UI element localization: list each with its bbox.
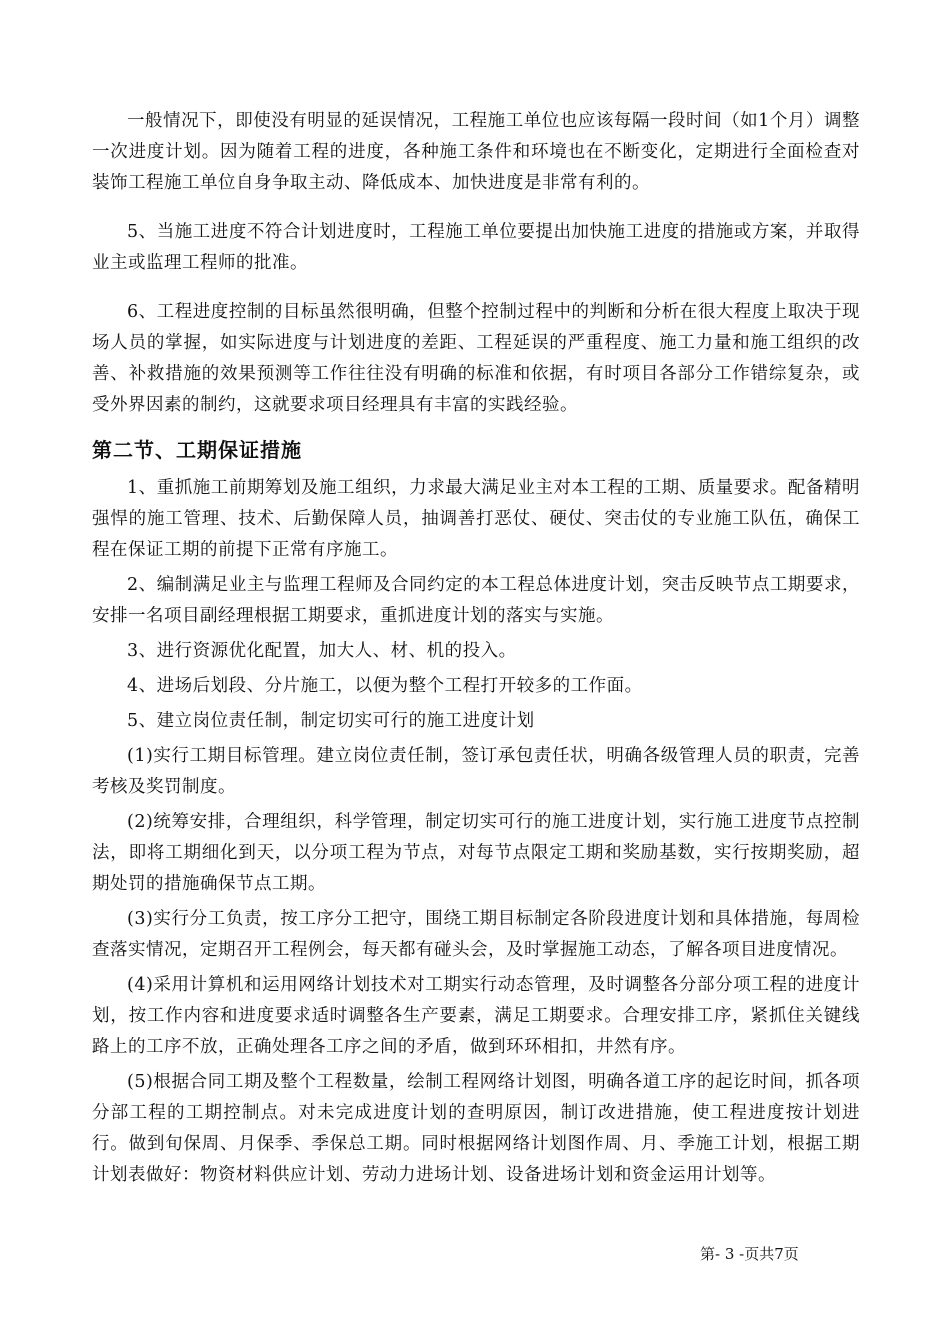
measure-item-4: 4、进场后划段、分片施工，以便为整个工程打开较多的工作面。 [127,676,643,696]
measure-subitem-2: (2)统筹安排，合理组织，科学管理，制定切实可行的施工进度计划，实行施工进度节点控制法，即将工期细化到天，以分项工程为节点，对每节点限定工期和奖励基数，实行按期奖励，超期处罚的措施确保节点工期。 [92,812,860,894]
measure-subitem-1: (1)实行工期目标管理。建立岗位责任制，签订承包责任状，明确各级管理人员的职责，完善考核及奖罚制度。 [92,746,860,797]
section-heading: 第二节、工期保证措施 [92,438,302,462]
measure-subitem-3: (3)实行分工负责，按工序分工把守，围绕工期目标制定各阶段进度计划和具体措施，每周检查落实情况，定期召开工程例会，每天都有碰头会，及时掌握施工动态，了解各项目进度情况。 [92,909,860,960]
measure-item-5: 5、建立岗位责任制，制定切实可行的施工进度计划 [127,711,535,731]
page-number-footer: 第- 3 -页共7页 [700,1245,799,1263]
document-page [92,106,860,1191]
measure-subitem-5: (5)根据合同工期及整个工程数量，绘制工程网络计划图，明确各道工序的起讫时间，抓各项分部工程的工期控制点。对未完成进度计划的查明原因，制订改进措施，使工程进度按计划进行。做到旬保周、月保季、季保总工期。同时根据网络计划图作周、月、季施工计划，根据工期计划表做好：物资材料供应计划、劳动力进场计划、设备进场计划和资金运用计划等。 [92,1072,860,1185]
measure-item-3: 3、进行资源优化配置，加大人、材、机的投入。 [127,641,517,661]
paragraph-item-6: 6、工程进度控制的目标虽然很明确，但整个控制过程中的判断和分析在很大程度上取决于现场人员的掌握，如实际进度与计划进度的差距、工程延误的严重程度、施工力量和施工组织的改善、补救措施的效果预测等工作往往没有明确的标准和依据，有时项目各部分工作错综复杂，或受外界因素的制约，这就要求项目经理具有丰富的实践经验。 [92,302,860,415]
paragraph-intro: 一般情况下，即使没有明显的延误情况，工程施工单位也应该每隔一段时间（如1个月）调整一次进度计划。因为随着工程的进度，各种施工条件和环境也在不断变化，定期进行全面检查对装饰工程施工单位自身争取主动、降低成本、加快进度是非常有利的。 [92,111,860,193]
measure-subitem-4: (4)采用计算机和运用网络计划技术对工期实行动态管理，及时调整各分部分项工程的进度计划，按工作内容和进度要求适时调整各生产要素，满足工期要求。合理安排工序，紧抓住关键线路上的工序不放，正确处理各工序之间的矛盾，做到环环相扣，井然有序。 [92,975,860,1057]
paragraph-item-5: 5、当施工进度不符合计划进度时，工程施工单位要提出加快施工进度的措施或方案，并取得业主或监理工程师的批准。 [92,222,860,273]
measure-item-2: 2、编制满足业主与监理工程师及合同约定的本工程总体进度计划，突击反映节点工期要求，安排一名项目副经理根据工期要求，重抓进度计划的落实与实施。 [92,575,860,626]
measure-item-1: 1、重抓施工前期筹划及施工组织，力求最大满足业主对本工程的工期、质量要求。配备精明强悍的施工管理、技术、后勤保障人员，抽调善打恶仗、硬仗、突击仗的专业施工队伍，确保工程在保证工期的前提下正常有序施工。 [92,478,860,560]
